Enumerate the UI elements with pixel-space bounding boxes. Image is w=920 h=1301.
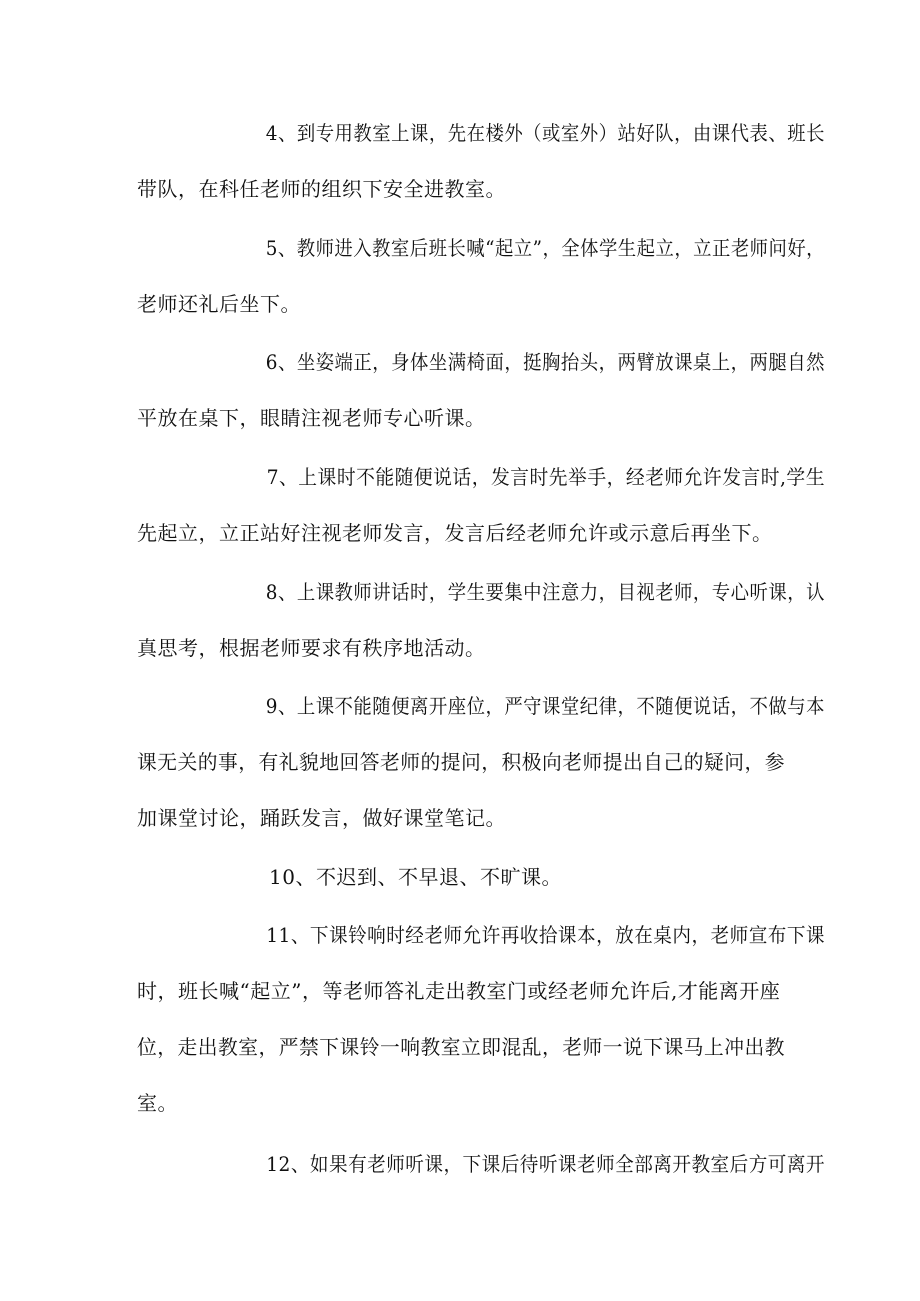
paragraph-line: 5、教师进入教室后班长喊“起立”，全体学生起立，立正老师问好， (265, 236, 826, 260)
paragraph-7 (137, 449, 825, 561)
paragraph-12 (137, 1136, 826, 1192)
paragraph-line: 12、如果有老师听课，下课后待听课老师全部离开教室后方可离开 (266, 1152, 826, 1176)
paragraph-line: 平放在桌下，眼睛注视老师专心听课。 (137, 406, 486, 430)
paragraph-line: 加课堂讨论，踊跃发言，做好课堂笔记。 (137, 806, 506, 830)
paragraph-line: 4、到专用教室上课，先在楼外（或室外）站好队，由课代表、班长 (265, 121, 825, 145)
paragraph-line: 7、上课时不能随便说话，发言时先举手，经老师允许发言时,学生 (266, 465, 825, 489)
paragraph-4 (137, 105, 825, 217)
paragraph-line: 6、坐姿端正，身体坐满椅面，挺胸抬头，两臂放课桌上，两腿自然 (265, 350, 825, 374)
paragraph-line: 8、上课教师讲话时，学生要集中注意力，目视老师，专心听课，认 (265, 580, 825, 604)
paragraph-line: 室。 (137, 1091, 178, 1115)
paragraph-6 (137, 334, 825, 446)
paragraph-9 (137, 678, 825, 846)
paragraph-line: 9、上课不能随便离开座位，严守课堂纪律，不随便说话，不做与本 (265, 694, 825, 718)
paragraph-line: 带队，在科任老师的组织下安全进教室。 (137, 177, 506, 201)
paragraph-line: 老师还礼后坐下。 (137, 292, 301, 316)
paragraph-line: 位，走出教室，严禁下课铃一响教室立即混乱，老师一说下课马上冲出教 (137, 1035, 785, 1059)
paragraph-line: 课无关的事，有礼貌地回答老师的提问，积极向老师提出自己的疑问，参 (137, 750, 785, 774)
paragraph-line: 11、下课铃响时经老师允许再收拾课本，放在桌内，老师宣布下课 (266, 923, 826, 947)
paragraph-line: 10、不迟到、不早退、不旷课。 (269, 865, 562, 889)
paragraph-line: 先起立，立正站好注视老师发言，发言后经老师允许或示意后再坐下。 (137, 521, 773, 545)
paragraph-11 (137, 907, 826, 1131)
paragraph-5 (137, 220, 826, 332)
paragraph-line: 真思考，根据老师要求有秩序地活动。 (137, 636, 486, 660)
paragraph-10 (137, 849, 785, 905)
paragraph-line: 时，班长喊“起立”，等老师答礼走出教室门或经老师允许后,才能离开座 (137, 979, 781, 1003)
paragraph-8 (137, 564, 825, 676)
